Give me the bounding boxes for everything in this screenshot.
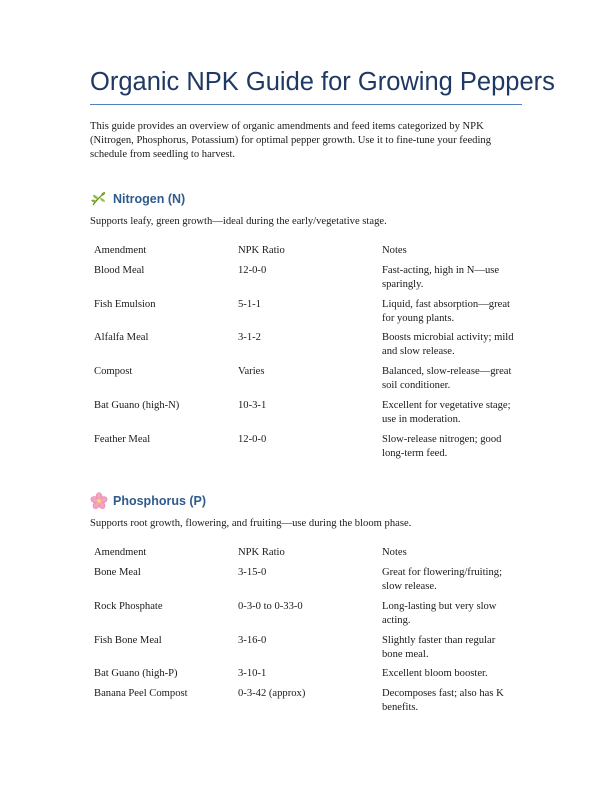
amendment-cell: Feather Meal — [94, 434, 151, 445]
nitrogen-description: Supports leafy, green growth—ideal during the early/vegetative stage. — [90, 216, 387, 227]
intro-paragraph: This guide provides an overview of organic amendments and feed items categorized by NPK (Nitrogen, Phosphorus, Potassium) for optimal pepper growth. Use it to fine-tune your feeding schedule from seedling to harvest. — [90, 121, 492, 160]
ratio-cell: 3-15-0 — [238, 567, 267, 578]
ratio-cell: 0-3-0 to 0-33-0 — [238, 601, 303, 612]
ratio-cell: 5-1-1 — [238, 299, 261, 310]
notes-cell: Long-lasting but very slow acting. — [382, 601, 497, 626]
column-header-ratio: NPK Ratio — [238, 547, 285, 558]
title-divider — [90, 104, 522, 105]
phosphorus-heading — [90, 492, 206, 510]
ratio-cell: 3-1-2 — [238, 332, 261, 343]
ratio-cell: 12-0-0 — [238, 434, 267, 445]
ratio-cell: Varies — [238, 366, 265, 377]
notes-cell: Balanced, slow-release—great soil conditioner. — [382, 366, 512, 391]
nitrogen-heading — [90, 190, 185, 208]
notes-cell: Excellent for vegetative stage; use in moderation. — [382, 400, 511, 425]
page-title: Organic NPK Guide for Growing Peppers — [90, 68, 555, 96]
notes-cell: Slightly faster than regular bone meal. — [382, 635, 496, 660]
amendment-cell: Bat Guano (high-N) — [94, 400, 180, 411]
ratio-cell: 3-16-0 — [238, 635, 267, 646]
amendment-cell: Bone Meal — [94, 567, 141, 578]
ratio-cell: 12-0-0 — [238, 265, 267, 276]
amendment-cell: Banana Peel Compost — [94, 688, 188, 699]
amendment-cell: Bat Guano (high-P) — [94, 668, 178, 679]
notes-cell: Decomposes fast; also has K benefits. — [382, 688, 504, 713]
leaf-icon — [90, 190, 108, 208]
flower-icon — [90, 492, 108, 510]
notes-cell: Liquid, fast absorption—great for young plants. — [382, 299, 510, 324]
notes-cell: Great for flowering/fruiting; slow release. — [382, 567, 503, 592]
amendment-cell: Blood Meal — [94, 265, 145, 276]
ratio-cell: 10-3-1 — [238, 400, 267, 411]
notes-cell: Slow-release nitrogen; good long-term feed. — [382, 434, 502, 459]
column-header-notes: Notes — [382, 547, 407, 558]
notes-cell: Fast-acting, high in N—use sparingly. — [382, 265, 500, 290]
column-header-notes: Notes — [382, 245, 407, 256]
notes-cell: Excellent bloom booster. — [382, 668, 488, 679]
amendment-cell: Alfalfa Meal — [94, 332, 149, 343]
amendment-cell: Compost — [94, 366, 133, 377]
notes-cell: Boosts microbial activity; mild and slow release. — [382, 332, 514, 357]
ratio-cell: 3-10-1 — [238, 668, 267, 679]
column-header-ratio: NPK Ratio — [238, 245, 285, 256]
column-header-amendment: Amendment — [94, 547, 147, 558]
phosphorus-heading-label: Phosphorus (P) — [113, 494, 207, 508]
amendment-cell: Rock Phosphate — [94, 601, 163, 612]
ratio-cell: 0-3-42 (approx) — [238, 688, 306, 699]
nitrogen-heading-label: Nitrogen (N) — [113, 192, 186, 206]
amendment-cell: Fish Bone Meal — [94, 635, 162, 646]
amendment-cell: Fish Emulsion — [94, 299, 156, 310]
phosphorus-description: Supports root growth, flowering, and fruiting—use during the bloom phase. — [90, 518, 412, 529]
column-header-amendment: Amendment — [94, 245, 147, 256]
